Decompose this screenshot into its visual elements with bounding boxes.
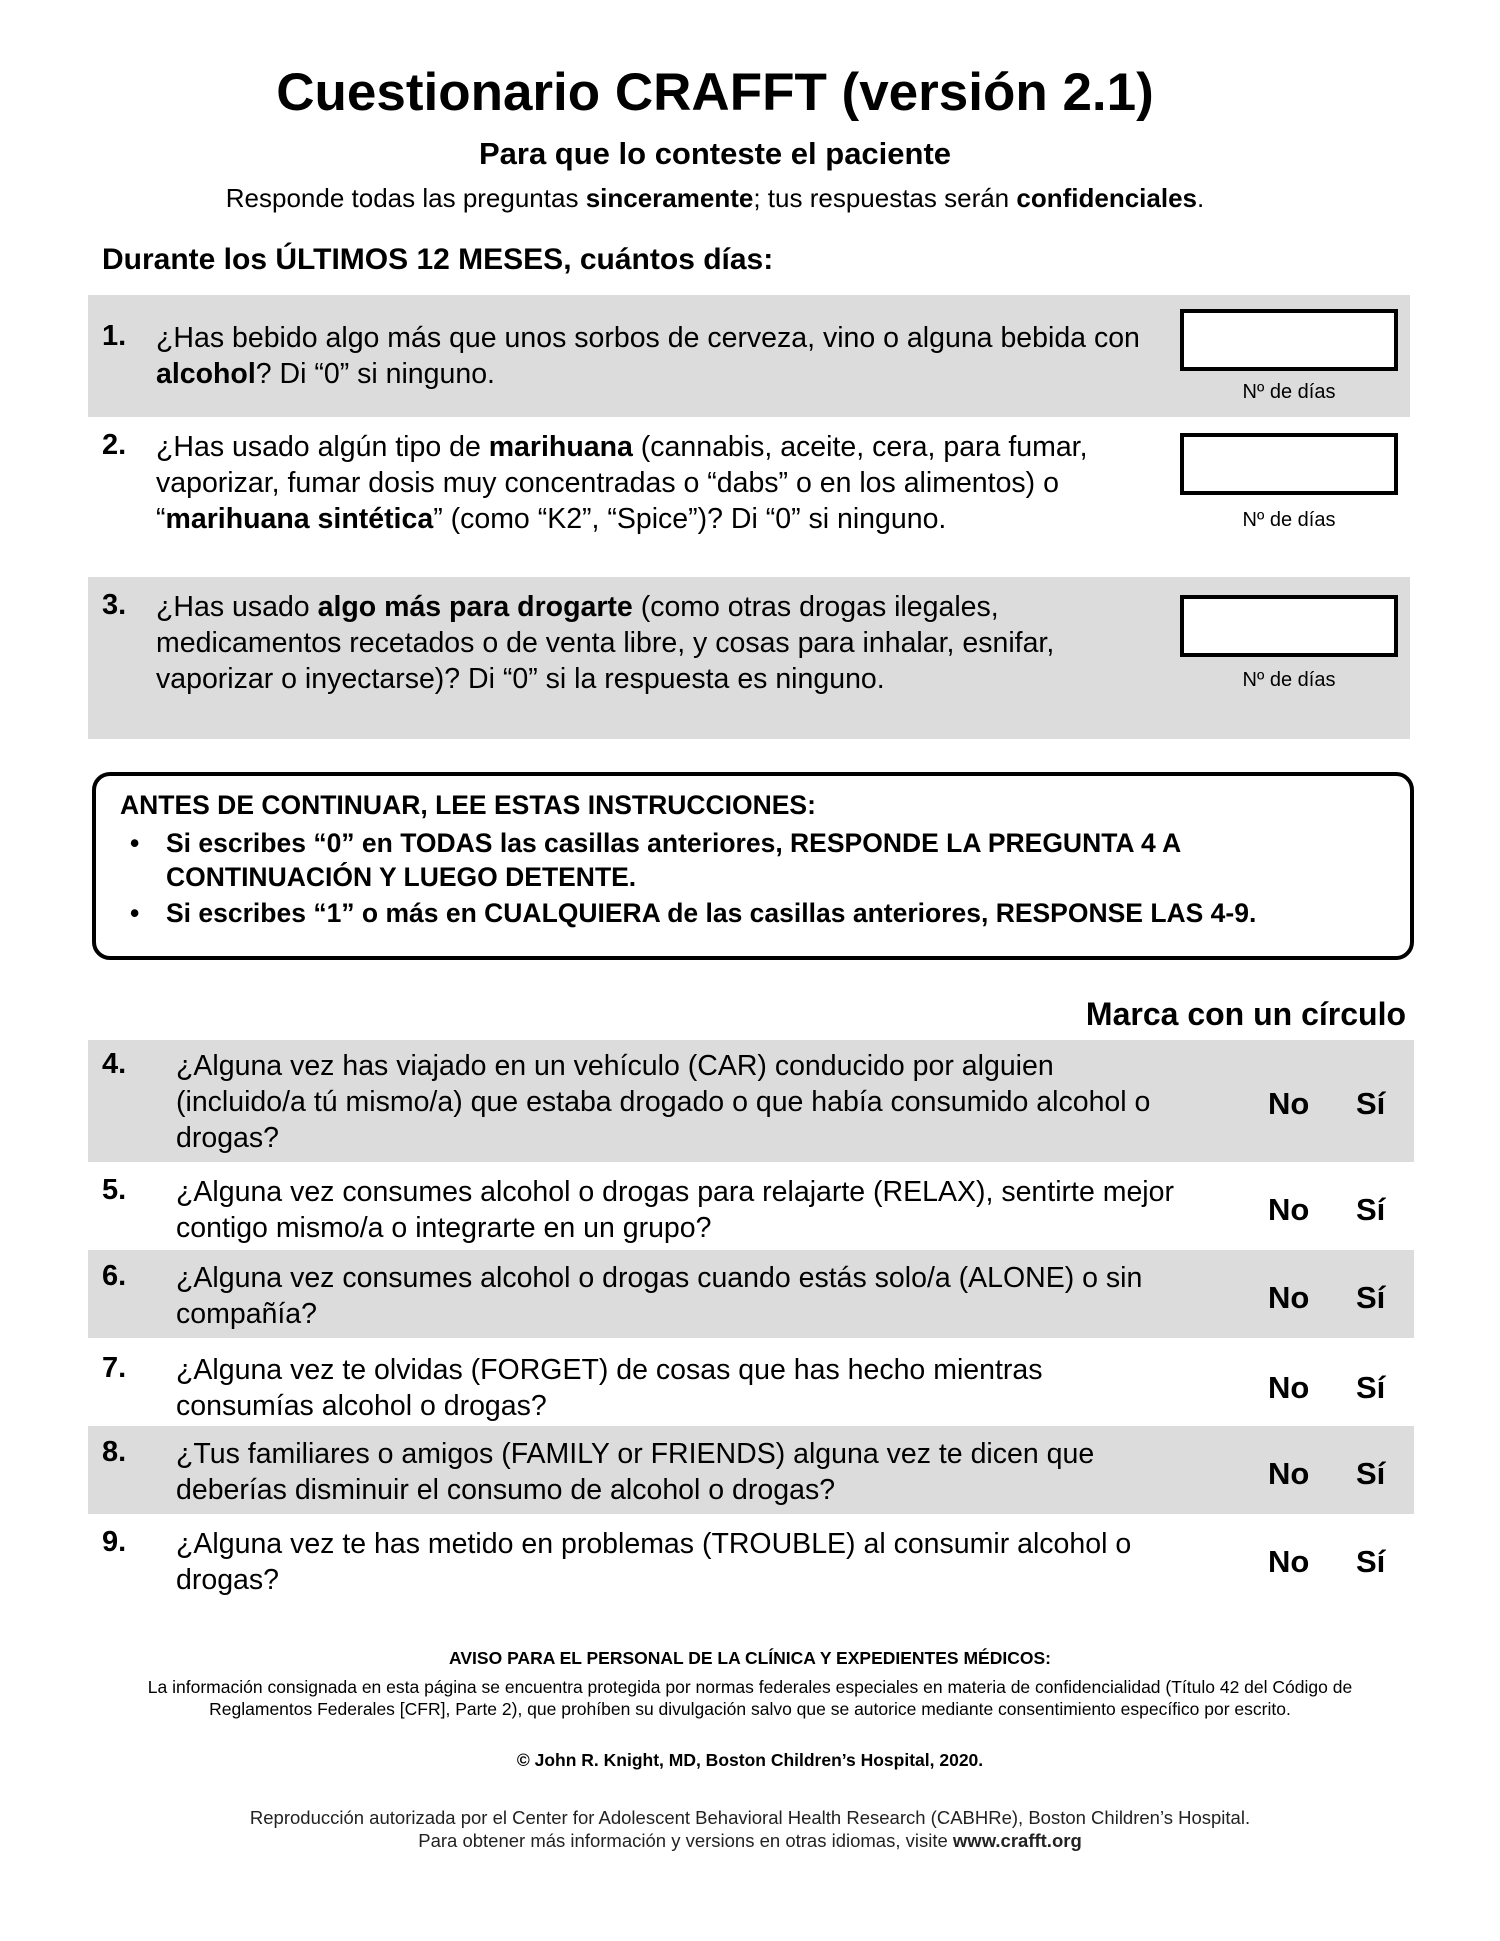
page-subtitle: Para que lo conteste el paciente [478, 136, 952, 171]
text-part: (como otras drogas ilegales, medicamentos recetados o de venta libre, y cosas para inhalar, esnifar, vaporizar o inyectarse)? Di “0” si la respuesta es ninguno. [156, 591, 1055, 695]
question-number: 8. [102, 1436, 127, 1468]
text-part: ” (como “K2”, “Spice”)? Di “0” si ninguno. [433, 503, 947, 535]
question-number: 5. [102, 1174, 127, 1206]
answer-yes-7[interactable]: Sí [1356, 1370, 1386, 1405]
answer-no-7[interactable]: No [1268, 1370, 1310, 1405]
answer-yes-5[interactable]: Sí [1356, 1192, 1386, 1227]
question-text: ¿Alguna vez te has metido en problemas (TROUBLE) al consumir alcohol o drogas? [176, 1528, 1132, 1596]
days-label: Nº de días [1242, 669, 1336, 691]
text-bold: marihuana sintética [165, 503, 434, 535]
question-row-2 [88, 417, 1410, 577]
text-bold: marihuana [488, 431, 633, 463]
instruction-text: Si escribes “0” en TODAS las casillas anteriores, RESPONDE LA PREGUNTA 4 A CONTINUACIÓN Y LUEGO DETENTE. [166, 828, 1181, 892]
text-bold: algo más para drogarte [317, 591, 633, 623]
question-text: ¿Alguna vez consumes alcohol o drogas para relajarte (RELAX), sentirte mejor contigo mismo/a o integrarte en un grupo? [176, 1176, 1174, 1244]
question-text [156, 429, 1156, 537]
question-text: ¿Alguna vez has viajado en un vehículo (CAR) conducido por alguien (incluido/a tú mismo/a) que estaba drogado o que había consumido alcohol o drogas? [176, 1050, 1151, 1154]
question-row-7 [88, 1338, 1414, 1426]
answer-yes-8[interactable]: Sí [1356, 1456, 1386, 1491]
answer-no-6[interactable]: No [1268, 1280, 1310, 1315]
bullet-icon: • [130, 828, 140, 858]
days-input-box-3[interactable] [1180, 595, 1398, 657]
question-row-8 [88, 1426, 1414, 1514]
question-number: 2. [102, 429, 127, 461]
days-input-box-1[interactable] [1180, 309, 1398, 371]
instructions-box [92, 772, 1414, 960]
answer-no-4[interactable]: No [1268, 1086, 1310, 1121]
notice-heading: AVISO PARA EL PERSONAL DE LA CLÍNICA Y EXPEDIENTES MÉDICOS: [449, 1648, 1051, 1668]
days-label: Nº de días [1242, 509, 1336, 531]
text-part: (cannabis, aceite, cera, para fumar, vaporizar, fumar dosis muy concentradas o “dabs” o en los alimentos) o “ [156, 431, 1088, 535]
instruction-text: Si escribes “1” o más en CUALQUIERA de las casillas anteriores, RESPONSE LAS 4-9. [166, 898, 1257, 928]
text-part: ? Di “0” si ninguno. [255, 358, 495, 390]
intro-bold-confidenciales: confidenciales [1016, 183, 1197, 213]
answer-yes-6[interactable]: Sí [1356, 1280, 1386, 1315]
question-number: 9. [102, 1526, 127, 1558]
question-number: 4. [102, 1048, 127, 1080]
intro-text [0, 183, 1430, 214]
repro-text: Para obtener más información y versions en otras idiomas, visite [418, 1830, 953, 1851]
intro-part: . [1197, 183, 1205, 213]
question-row-3 [88, 577, 1410, 739]
instruction-item [120, 896, 1390, 930]
text-part: ¿Has bebido algo más que unos sorbos de cerveza, vino o alguna bebida con [156, 322, 1140, 354]
question-row-4 [88, 1040, 1414, 1162]
question-row-6 [88, 1250, 1414, 1338]
repro-line: Reproducción autorizada por el Center for Adolescent Behavioral Health Research (CABHRe), Boston Children’s Hospital. [249, 1807, 1251, 1828]
question-number: 1. [102, 320, 127, 352]
question-number: 3. [102, 589, 127, 621]
text-part: ¿Has usado algún tipo de [156, 431, 489, 463]
part-b-heading: Marca con un círculo [1085, 996, 1406, 1032]
question-text: ¿Tus familiares o amigos (FAMILY or FRIENDS) alguna vez te dicen que deberías disminuir el consumo de alcohol o drogas? [176, 1438, 1095, 1506]
instructions-heading: ANTES DE CONTINUAR, LEE ESTAS INSTRUCCIONES: [120, 790, 816, 820]
question-text: ¿Alguna vez te olvidas (FORGET) de cosas que has hecho mientras consumías alcohol o drogas? [176, 1354, 1043, 1422]
reproduction-note [0, 1806, 1500, 1852]
intro-bold-sinceramente: sinceramente [585, 183, 754, 213]
answer-no-5[interactable]: No [1268, 1192, 1310, 1227]
text-bold: alcohol [156, 358, 256, 390]
repro-line [0, 1829, 1500, 1852]
question-row-5 [88, 1162, 1414, 1250]
notice-body: La información consignada en esta página se encuentra protegida por normas federales especiales en materia de confidencialidad (Título 42 del Código de Reglamentos Federales [CFR], Parte 2), que prohíben su divulgación salvo que se autorice mediante consentimiento específico por escrito. [147, 1677, 1353, 1719]
question-number: 7. [102, 1352, 127, 1384]
question-text [156, 589, 1156, 697]
question-text [156, 320, 1156, 392]
instruction-item [120, 826, 1390, 894]
question-number: 6. [102, 1260, 127, 1292]
answer-no-8[interactable]: No [1268, 1456, 1310, 1491]
days-input-box-2[interactable] [1180, 433, 1398, 495]
answer-yes-9[interactable]: Sí [1356, 1544, 1386, 1579]
days-label: Nº de días [1242, 381, 1336, 403]
text-part: ¿Has usado [156, 591, 318, 623]
answer-yes-4[interactable]: Sí [1356, 1086, 1386, 1121]
instructions-list [120, 826, 1390, 932]
copyright: © John R. Knight, MD, Boston Children’s Hospital, 2020. [516, 1750, 984, 1770]
question-row-9 [88, 1514, 1414, 1604]
question-row-1 [88, 295, 1410, 417]
answer-no-9[interactable]: No [1268, 1544, 1310, 1579]
question-text: ¿Alguna vez consumes alcohol o drogas cuando estás solo/a (ALONE) o sin compañía? [176, 1262, 1143, 1330]
intro-part: Responde todas las preguntas [225, 183, 586, 213]
part-a-heading: Durante los ÚLTIMOS 12 MESES, cuántos días: [102, 243, 774, 276]
intro-part: ; tus respuestas serán [753, 183, 1017, 213]
bullet-icon: • [130, 898, 140, 928]
website-link[interactable]: www.crafft.org [952, 1830, 1082, 1851]
page-title: Cuestionario CRAFFT (versión 2.1) [276, 63, 1154, 122]
